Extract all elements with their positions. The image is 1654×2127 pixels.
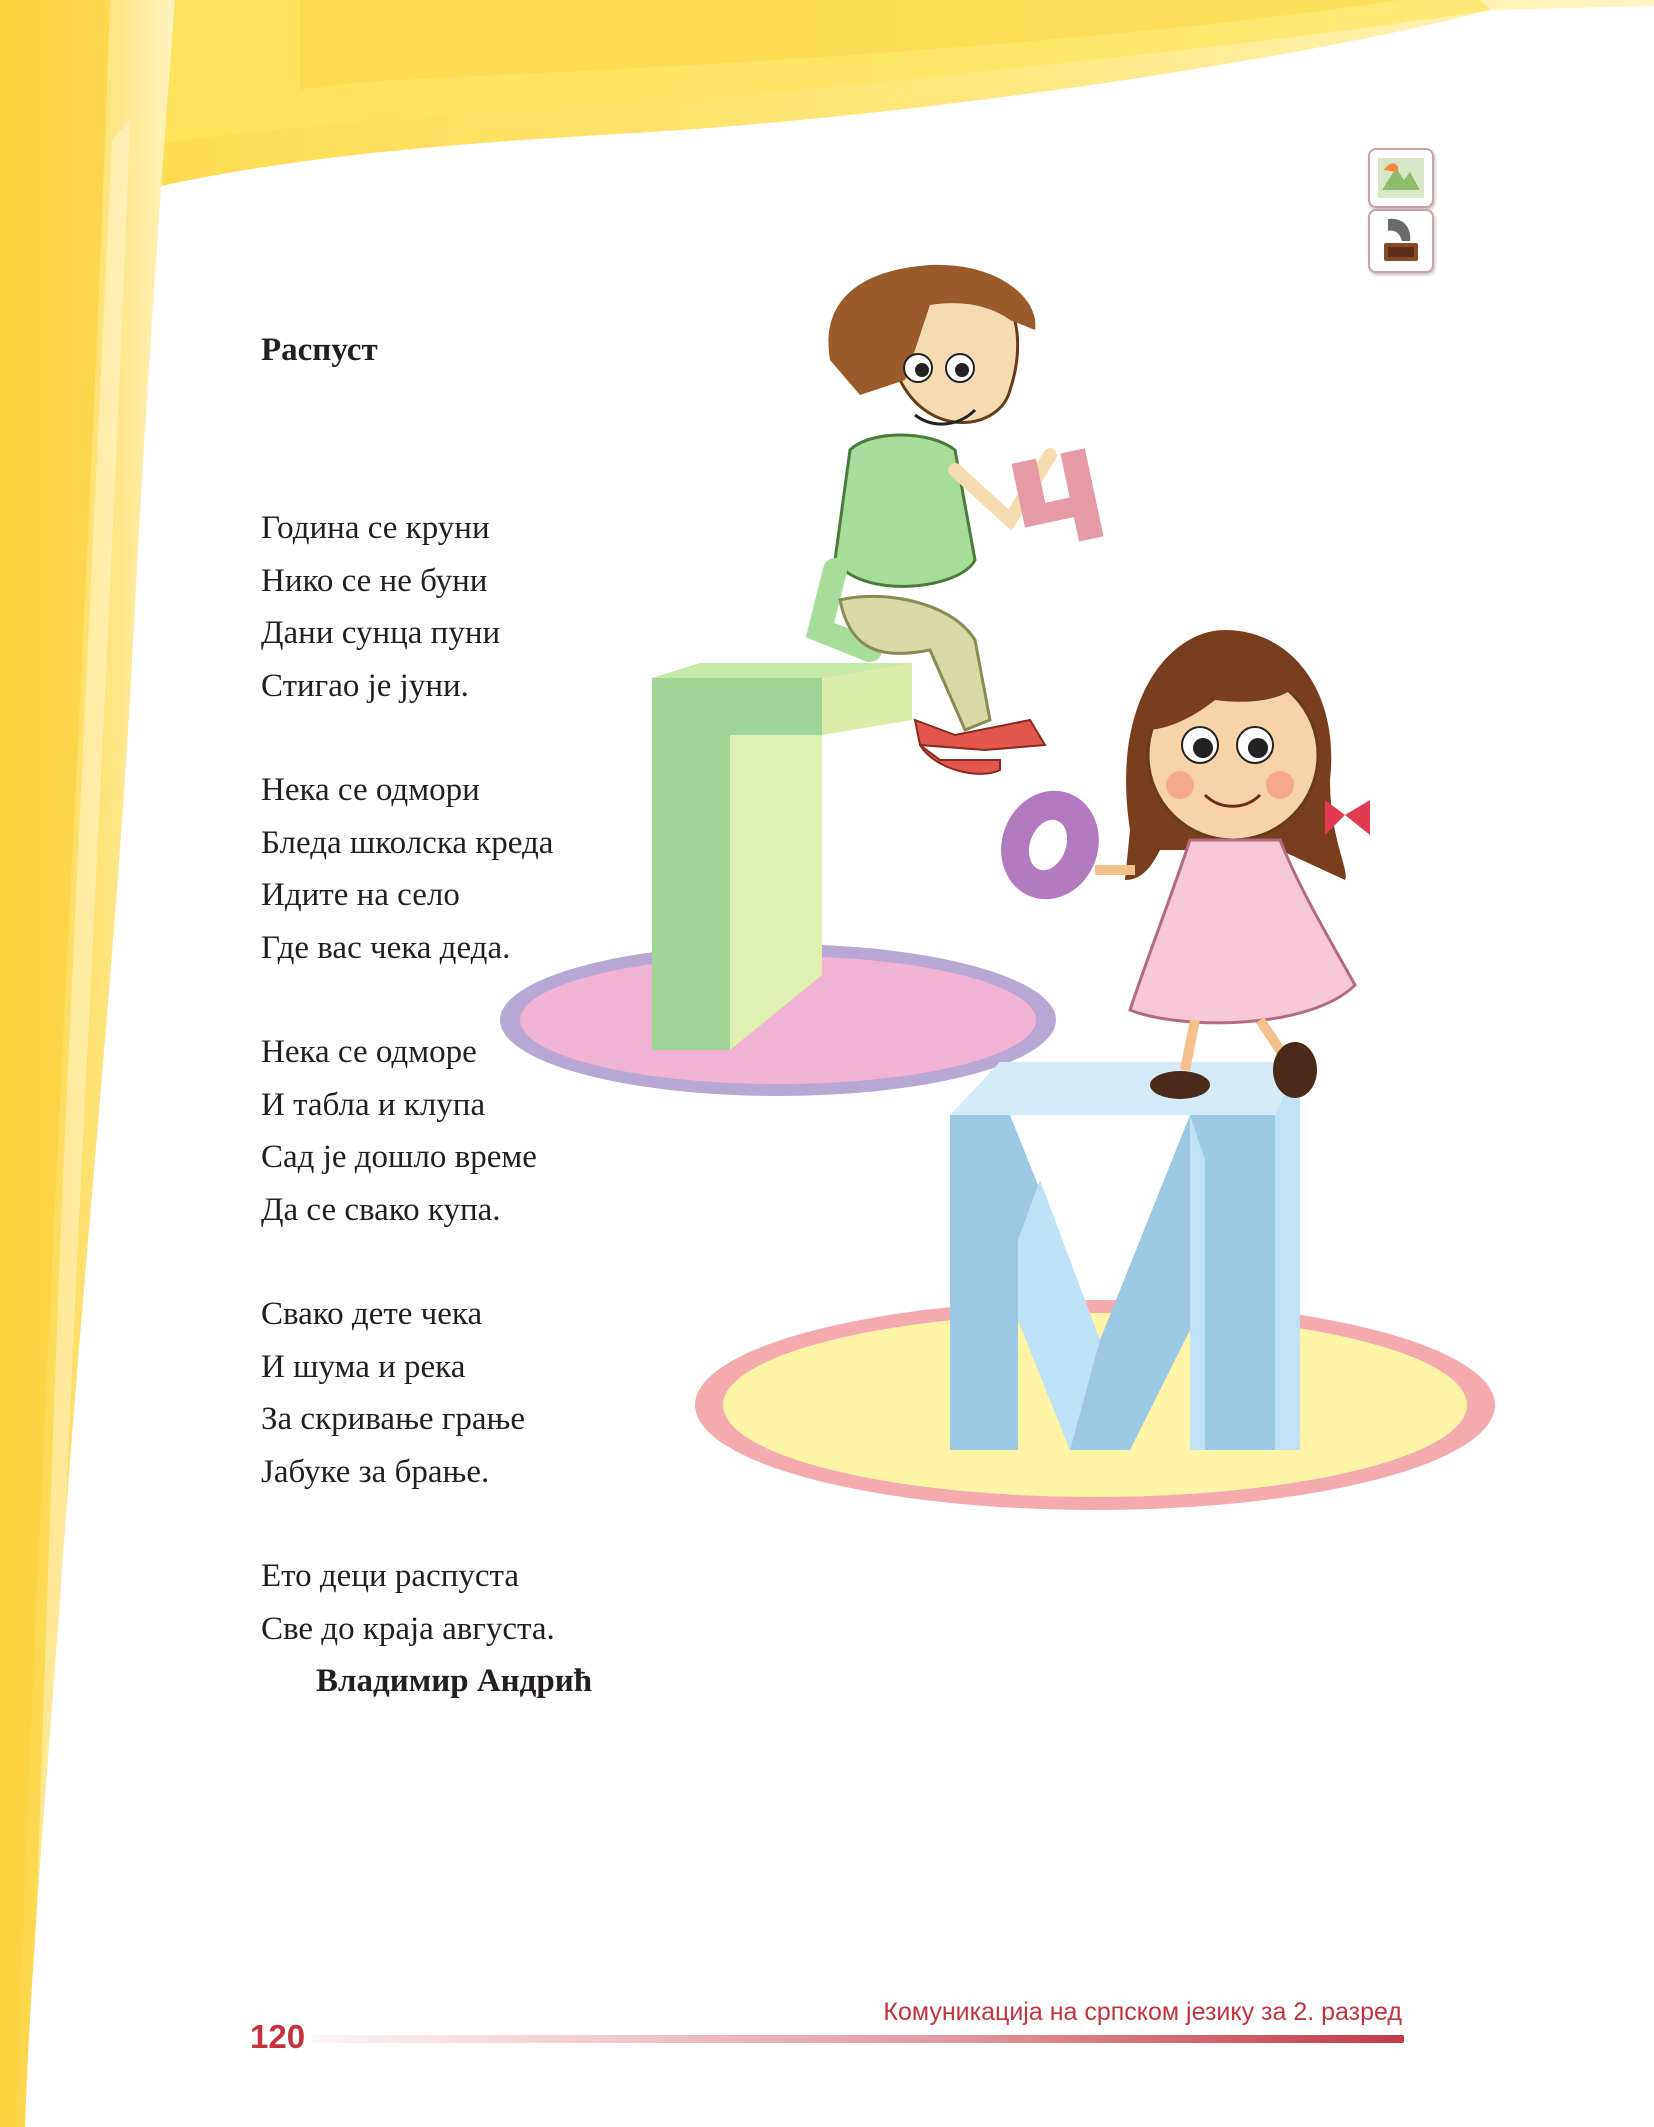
gramophone-icon [1370,211,1432,271]
poem-line: Где вас чека деда. [261,929,511,966]
gramophone-icon-button[interactable] [1368,209,1434,273]
picture-icon-button[interactable] [1368,148,1434,208]
poem-author: Владимир Андрић [316,1663,593,1699]
poem-line: Ето деци распуста [261,1558,519,1594]
poem-line: Нико се не буни [261,562,488,599]
poem-line: Нека се одморе [261,1034,477,1070]
poem-line: Година се круни [261,510,490,546]
page-number: 120 [250,2018,306,2055]
poem-line: Идите на село [261,877,460,913]
letter-m-block [950,1062,1300,1450]
stanza-5 [261,1550,821,1655]
poem-line: Нека се одмори [261,772,480,808]
poem-line: За скривање грање [261,1401,526,1437]
stanza-2 [261,764,821,974]
poem-line: Бледа школска креда [261,824,554,861]
stanza-4 [261,1288,821,1498]
picture-icon [1370,150,1432,206]
poem-line: Стигао је јуни. [261,667,469,704]
footer-divider [312,2035,1404,2043]
poem-line: И табла и клупа [261,1086,486,1123]
poem-line: Све до краја августа. [261,1610,555,1647]
poem-line: Јабуке за брање. [261,1453,490,1490]
poem-line: Сад је дошло време [261,1139,537,1175]
stanza-3 [261,1026,821,1236]
poem-line: Свако дете чека [261,1296,483,1332]
poem [261,330,821,1707]
book-title: Комуникација на српском језику за 2. разред [883,1998,1402,2026]
poem-line: И шума и река [261,1348,466,1385]
poem-line: Дани сунца пуни [261,615,501,651]
poem-line: Да се свако купа. [261,1191,501,1228]
stanza-1 [261,502,821,712]
poem-title: Распуст [261,332,378,368]
